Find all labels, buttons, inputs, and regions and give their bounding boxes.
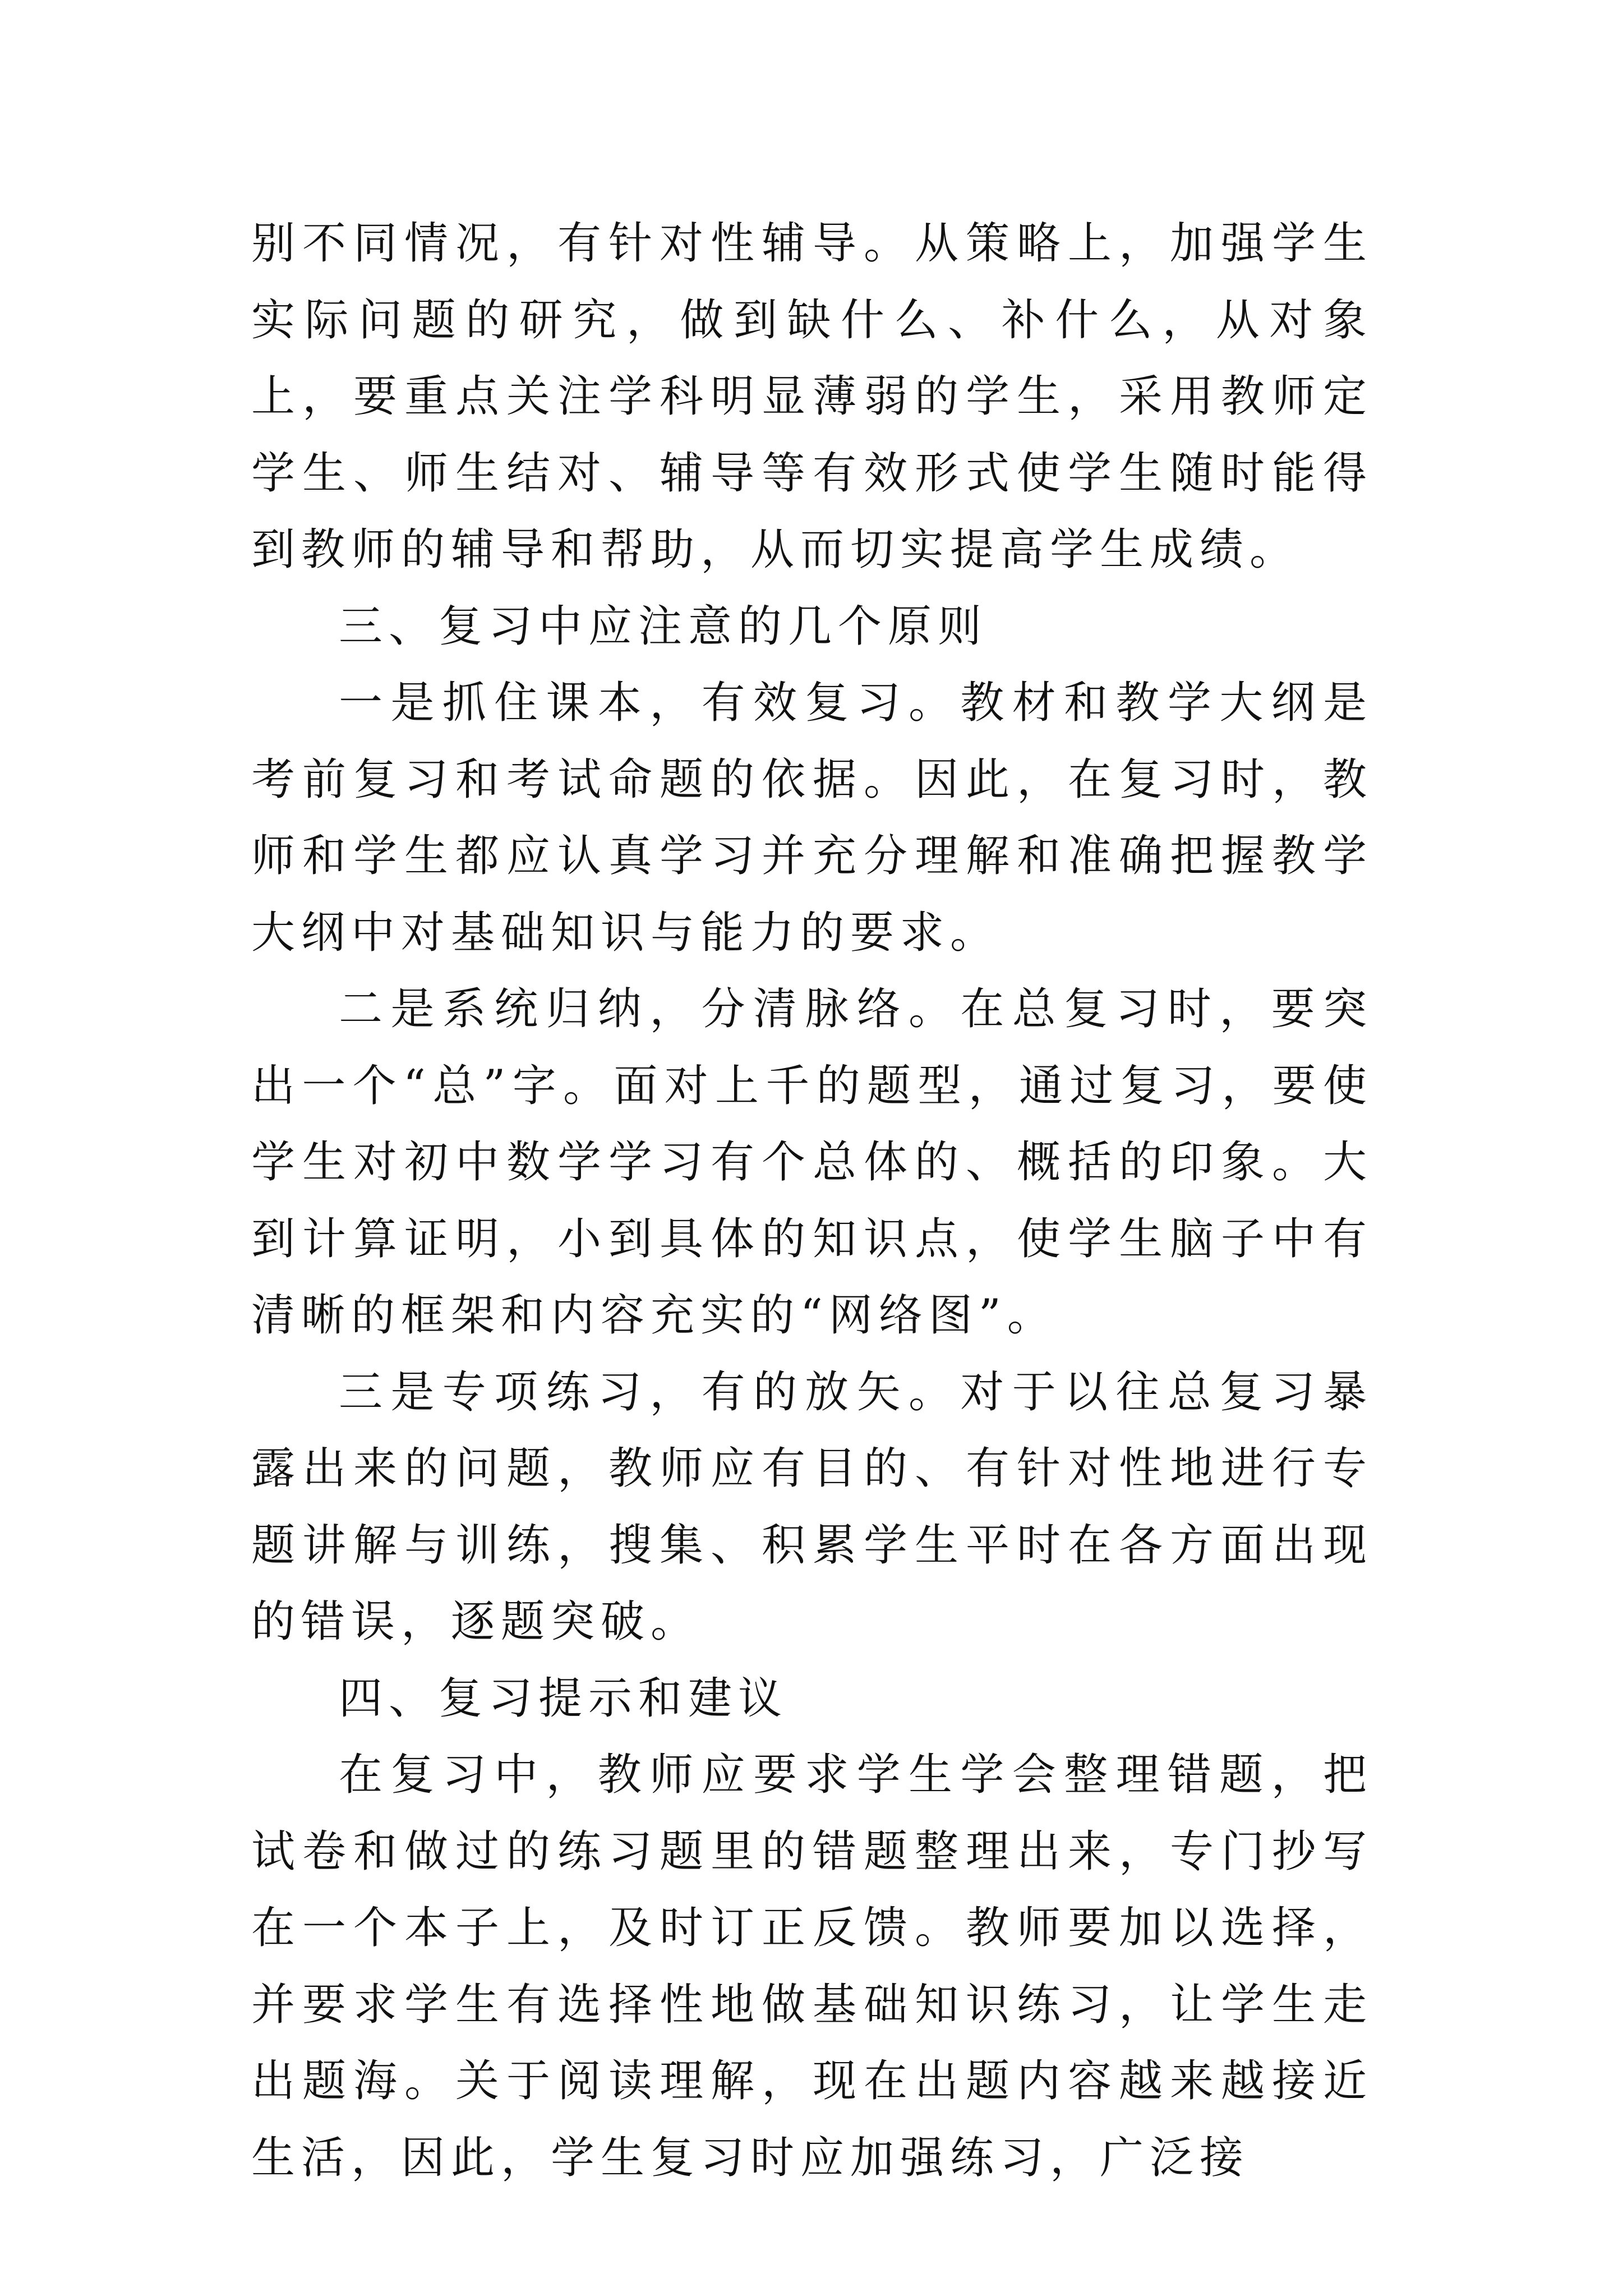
paragraph-suggestions: 在复习中，教师应要求学生学会整理错题，把试卷和做过的练习题里的错题整理出来，专门抄写在一个本子上，及时订正反馈。教师要加以选择，并要求学生有选择性地做基础知识练习，让学生走出题海。关于阅读理解，现在出题内容越来越接近生活，因此，学生复习时应加强练习，广泛接 <box>251 1750 1373 2183</box>
paragraph-principle-1: 一是抓住课本，有效复习。教材和教学大纲是考前复习和考试命题的依据。因此，在复习时，教师和学生都应认真学习并充分理解和准确把握教学大纲中对基础知识与能力的要求。 <box>251 678 1373 958</box>
paragraph-principle-2: 二是系统归纳，分清脉络。在总复习时，要突出一个“总”字。面对上千的题型，通过复习，要使学生对初中数学学习有个总体的、概括的印象。大到计算证明，小到具体的知识点，使学生脑子中有清晰的框架和内容充实的“网络图”。 <box>251 984 1373 1341</box>
paragraph-principle-3: 三是专项练习，有的放矢。对于以往总复习暴露出来的问题，教师应有目的、有针对性地进行专题讲解与训练，搜集、积累学生平时在各方面出现的错误，逐题突破。 <box>251 1366 1373 1647</box>
document-body <box>251 205 1373 2196</box>
section-heading-4: 四、复习提示和建议 <box>339 1673 789 1724</box>
section-heading-3: 三、复习中应注意的几个原则 <box>339 601 988 652</box>
paragraph-continuation: 别不同情况，有针对性辅导。从策略上，加强学生实际问题的研究，做到缺什么、补什么，从对象上，要重点关注学科明显薄弱的学生，采用教师定学生、师生结对、辅导等有效形式使学生随时能得到教师的辅导和帮助，从而切实提高学生成绩。 <box>251 218 1373 575</box>
